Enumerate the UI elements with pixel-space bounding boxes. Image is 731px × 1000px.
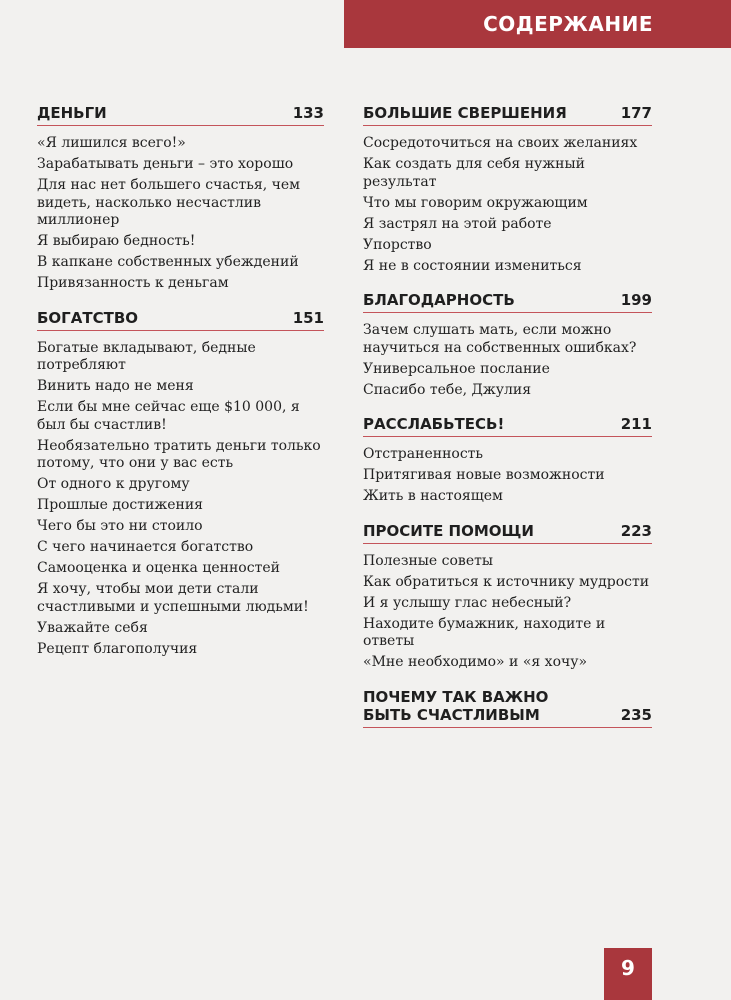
toc-entry[interactable]: Сосредоточиться на своих желаниях (363, 135, 638, 151)
toc-section (363, 415, 652, 506)
toc-entry[interactable]: Как обратиться к источнику мудрости (363, 573, 650, 590)
toc-section (363, 688, 652, 728)
toc-entry[interactable]: Прошлые достижения (37, 497, 204, 513)
toc-entry[interactable]: В капкане собственных убеждений (37, 254, 299, 270)
toc-entry[interactable]: Универсальное послание (363, 360, 550, 377)
toc-entry[interactable]: Отстраненность (363, 446, 484, 462)
section-heading[interactable] (363, 104, 652, 126)
toc-entry[interactable]: Находите бумажник, находите и ответы (363, 615, 606, 649)
toc-entry[interactable]: Я хочу, чтобы мои дети стали счастливыми и успешными людьми! (37, 581, 309, 615)
section-heading[interactable] (37, 104, 324, 126)
left-column (37, 104, 324, 674)
toc-entry[interactable]: «Мне необходимо» и «я хочу» (363, 654, 588, 670)
toc-section (363, 291, 652, 399)
toc-entry[interactable]: С чего начинается богатство (37, 539, 254, 555)
page-title: СОДЕРЖАНИЕ (483, 12, 653, 36)
section-heading[interactable] (37, 309, 324, 331)
toc-entry[interactable]: Уважайте себя (37, 619, 148, 636)
toc-entry[interactable]: Винить надо не меня (37, 378, 194, 394)
toc-entry[interactable]: Зарабатывать деньги – это хорошо (37, 156, 294, 172)
section-title: БЛАГОДАРНОСТЬ (363, 291, 515, 309)
section-heading[interactable] (363, 291, 652, 313)
toc-entry[interactable]: Если бы мне сейчас еще $10 000, я был бы счастлив! (37, 399, 300, 433)
toc-entry[interactable]: Для нас нет большего счастья, чем видеть, насколько несчастлив миллионер (37, 177, 301, 228)
toc-entry[interactable]: Жить в настоящем (363, 488, 503, 504)
toc-section (363, 104, 652, 275)
section-title: ПОЧЕМУ ТАК ВАЖНО БЫТЬ СЧАСТЛИВЫМ (363, 687, 549, 724)
section-heading[interactable] (363, 522, 652, 544)
section-title: ПРОСИТЕ ПОМОЩИ (363, 521, 534, 540)
section-page-number: 199 (620, 291, 652, 309)
section-page-number: 223 (620, 521, 652, 540)
page-number: 9 (621, 956, 635, 980)
toc-entry[interactable]: От одного к другому (37, 476, 190, 492)
section-heading[interactable] (363, 688, 652, 728)
toc-entry[interactable]: Рецепт благополучия (37, 640, 198, 657)
right-column (363, 104, 652, 744)
toc-entry[interactable]: Чего бы это ни стоило (37, 518, 203, 534)
toc-section (37, 309, 324, 659)
section-page-number: 177 (620, 104, 652, 122)
toc-entry[interactable]: Богатые вкладывают, бедные потребляют (37, 339, 256, 373)
section-page-number: 235 (620, 705, 652, 724)
toc-entry[interactable]: Я не в состоянии измениться (363, 257, 582, 274)
toc-entry[interactable]: Я застрял на этой работе (363, 215, 552, 232)
toc-entry[interactable]: Упорство (363, 236, 432, 253)
toc-entry[interactable]: Что мы говорим окружающим (363, 194, 588, 211)
toc-entry[interactable]: «Я лишился всего!» (37, 135, 186, 151)
section-page-number: 151 (292, 308, 324, 327)
toc-entry[interactable]: И я услышу глас небесный? (363, 594, 572, 611)
toc-entry[interactable]: Полезные советы (363, 552, 493, 569)
toc-entry[interactable]: Самооценка и оценка ценностей (37, 560, 280, 576)
toc-entry[interactable]: Как создать для себя нужный результат (363, 156, 585, 190)
toc-entry[interactable]: Я выбираю бедность! (37, 233, 196, 249)
toc-section (363, 522, 652, 672)
toc-entry[interactable]: Необязательно тратить деньги только потому, что они у вас есть (37, 437, 321, 471)
toc-entry[interactable]: Привязанность к деньгам (37, 275, 229, 291)
toc-entry[interactable]: Спасибо тебе, Джулия (363, 381, 532, 398)
page-number-badge (604, 948, 652, 1000)
toc-entry[interactable]: Зачем слушать мать, если можно научиться на собственных ошибках? (363, 322, 637, 356)
section-title: ДЕНЬГИ (37, 104, 107, 122)
header-band (344, 0, 731, 48)
section-title: РАССЛАБЬТЕСЬ! (363, 415, 505, 433)
section-heading[interactable] (363, 415, 652, 437)
toc-section (37, 104, 324, 293)
toc-entry[interactable]: Притягивая новые возможности (363, 467, 605, 483)
section-title: БОЛЬШИЕ СВЕРШЕНИЯ (363, 104, 567, 122)
section-title: БОГАТСТВО (37, 308, 139, 327)
section-page-number: 211 (620, 415, 652, 433)
section-page-number: 133 (292, 104, 324, 122)
